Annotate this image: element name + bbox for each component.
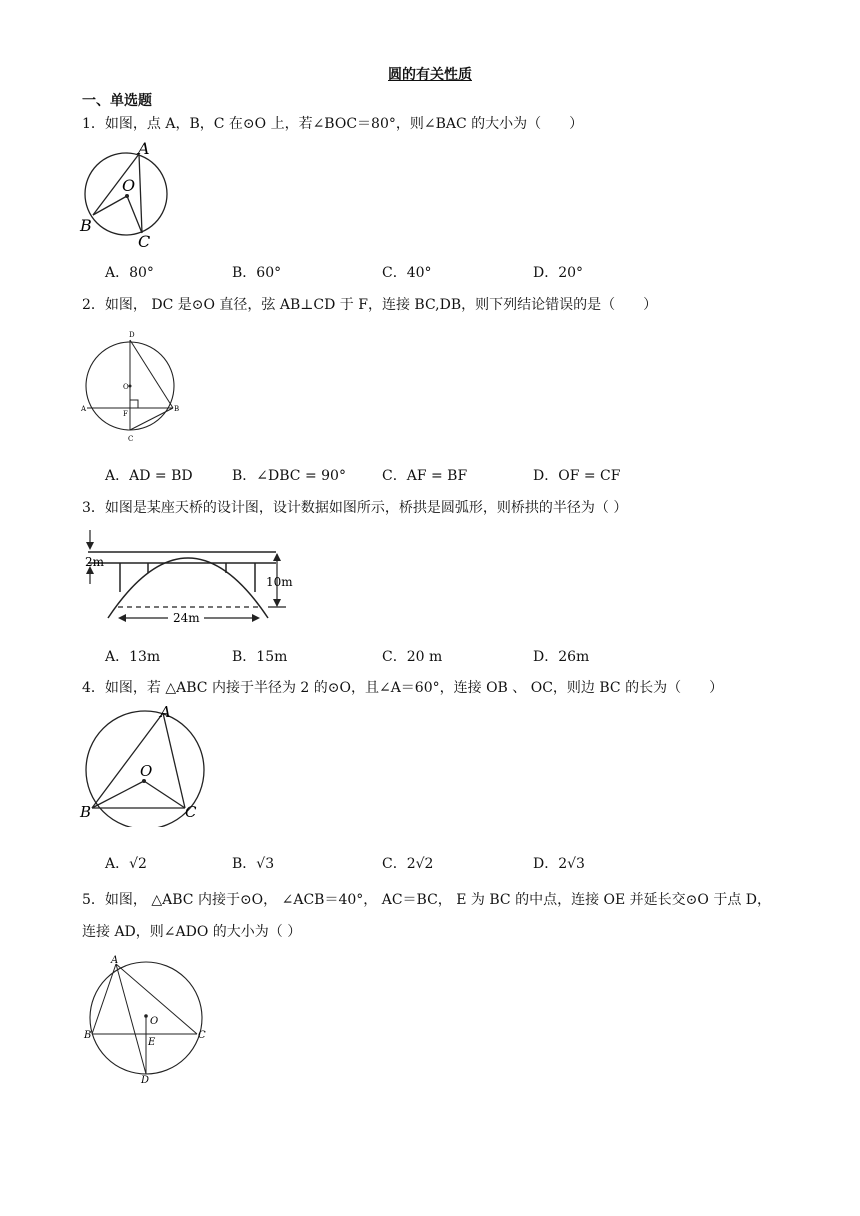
label-b: B: [80, 216, 92, 235]
question-5-stem: 5．如图， △ABC 内接于⊙O， ∠ACB＝40°， AC＝BC， E 为 BC 的中点，连接 OE 并延长交⊙O 于点 D，连接 AD，则∠ADO 的大小为（ ）: [82, 892, 771, 940]
label-a: A: [111, 955, 119, 966]
q2-option-d[interactable]: D．OF = CF: [533, 468, 621, 484]
q1-option-d[interactable]: D．20°: [533, 265, 584, 281]
label-b: B: [80, 803, 92, 821]
q4-option-c[interactable]: C．2√2: [382, 856, 434, 872]
label-c: C: [185, 803, 197, 821]
label-a: A: [160, 703, 171, 721]
page-title: 圆的有关性质: [388, 67, 472, 83]
label-o: O: [150, 1016, 159, 1027]
label-10m: 10m: [266, 575, 293, 589]
label-2m: 2m: [85, 555, 105, 569]
label-c: C: [128, 435, 134, 443]
label-o: O: [123, 383, 129, 391]
q1-option-a[interactable]: A．80°: [105, 265, 154, 281]
label-24m: 24m: [173, 611, 200, 625]
question-4-stem: 4．如图，若 △ABC 内接于半径为 2 的⊙O，且∠A＝60°，连接 OB 、 OC，则边 BC 的长为（ ）: [82, 680, 724, 696]
section-heading: 一、单选题: [82, 93, 152, 109]
q3-option-a[interactable]: A．13m: [105, 649, 161, 665]
q4-option-b[interactable]: B．√3: [232, 856, 275, 872]
label-f: F: [123, 410, 128, 418]
label-c: C: [198, 1030, 206, 1041]
label-a: A: [138, 139, 150, 158]
q4-option-d[interactable]: D．2√3: [533, 856, 585, 872]
label-o: O: [122, 176, 136, 195]
q2-option-c[interactable]: C．AF = BF: [382, 468, 468, 484]
label-d: D: [129, 331, 135, 339]
q3-option-c[interactable]: C．20 m: [382, 649, 443, 665]
label-o: O: [140, 762, 153, 780]
question-2-figure: [80, 326, 185, 448]
q3-option-d[interactable]: D．26m: [533, 649, 590, 665]
q3-option-b[interactable]: B．15m: [232, 649, 288, 665]
label-e: E: [148, 1037, 156, 1048]
q2-option-b[interactable]: B．∠DBC = 90°: [232, 468, 346, 484]
label-b: B: [84, 1030, 92, 1041]
question-4-figure: [78, 703, 208, 827]
label-b: B: [174, 405, 180, 413]
question-1-stem: 1．如图，点 A，B，C 在⊙O 上，若∠BOC＝80°，则∠BAC 的大小为（ ）: [82, 116, 584, 132]
q1-option-b[interactable]: B．60°: [232, 265, 282, 281]
q1-option-c[interactable]: C．40°: [382, 265, 432, 281]
q2-option-a[interactable]: A．AD = BD: [105, 468, 193, 484]
question-1-figure: [78, 138, 178, 252]
label-d: D: [141, 1075, 150, 1086]
label-c: C: [138, 232, 151, 251]
question-2-stem: 2．如图， DC 是⊙O 直径，弦 AB⊥CD 于 F，连接 BC,DB，则下列结论错误的是（ ）: [82, 297, 658, 313]
label-a: A: [81, 405, 87, 413]
question-5-figure: [82, 952, 214, 1088]
q4-option-a[interactable]: A．√2: [105, 856, 147, 872]
question-3-stem: 3．如图是某座天桥的设计图，设计数据如图所示，桥拱是圆弧形，则桥拱的半径为（ ）: [82, 500, 628, 516]
question-3-figure: [80, 528, 300, 630]
